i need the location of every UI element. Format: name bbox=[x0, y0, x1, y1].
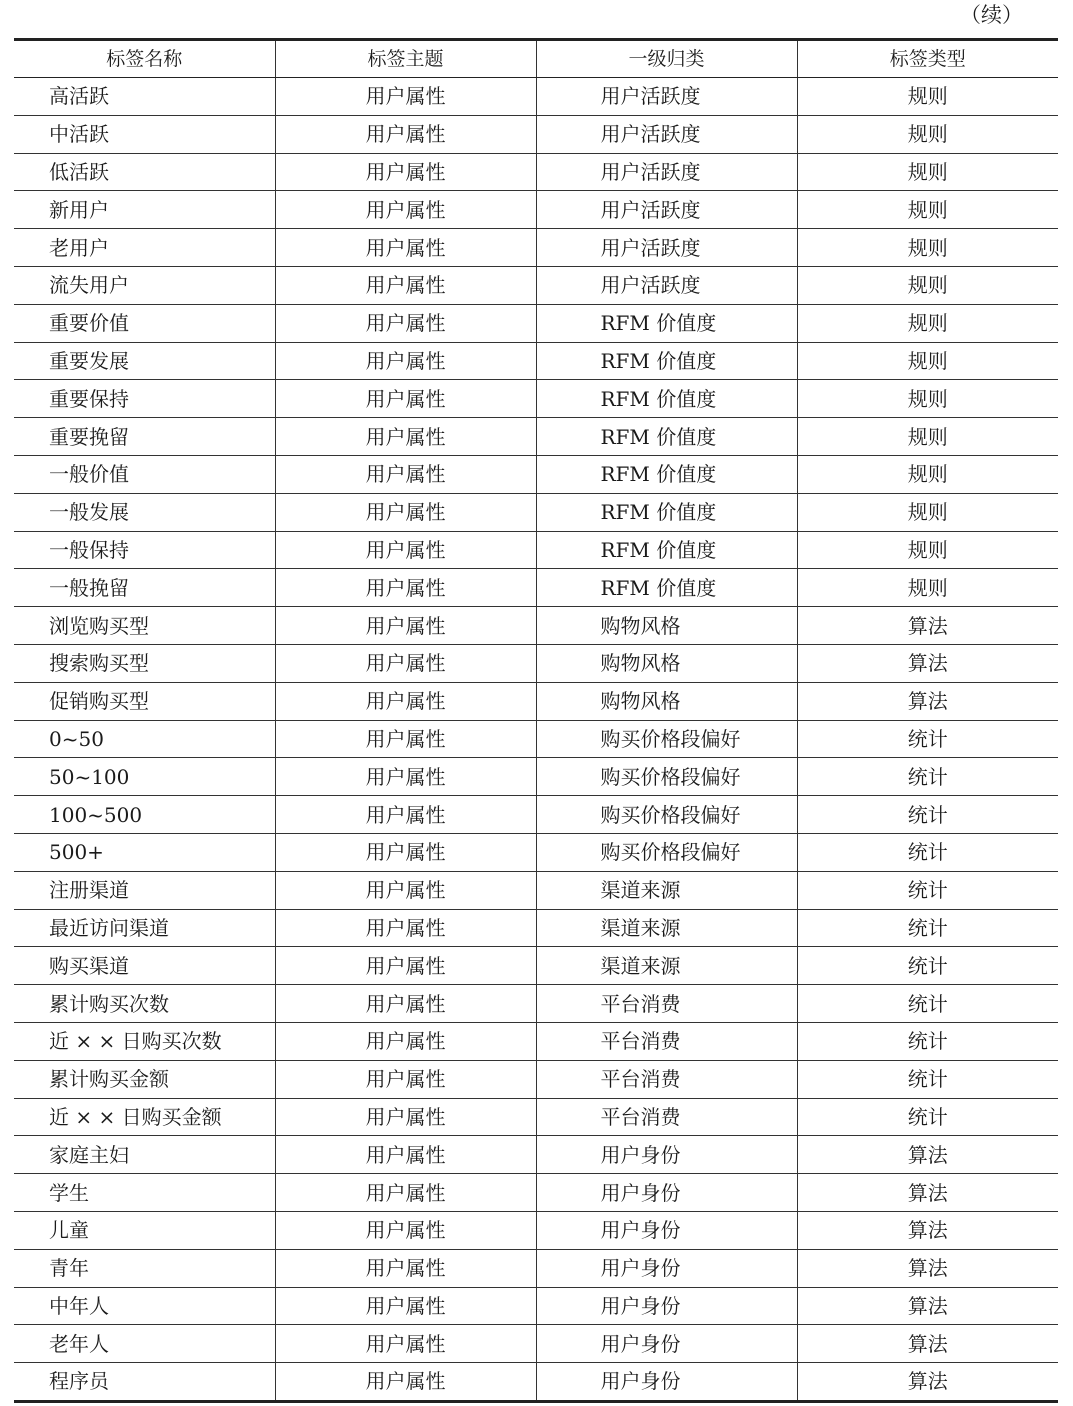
table-row bbox=[14, 1211, 1058, 1249]
cell-tag-type: 规则 bbox=[797, 569, 1058, 607]
cell-tag-topic: 用户属性 bbox=[275, 947, 536, 985]
table-header bbox=[14, 40, 1058, 78]
cell-tag-topic: 用户属性 bbox=[275, 342, 536, 380]
cell-tag-topic: 用户属性 bbox=[275, 985, 536, 1023]
table-row bbox=[14, 1136, 1058, 1174]
cell-tag-topic: 用户属性 bbox=[275, 1287, 536, 1325]
cell-category: 平台消费 bbox=[536, 1060, 797, 1098]
table-row bbox=[14, 682, 1058, 720]
table-row bbox=[14, 153, 1058, 191]
table-body bbox=[14, 78, 1058, 1402]
table-row bbox=[14, 380, 1058, 418]
cell-tag-type: 规则 bbox=[797, 380, 1058, 418]
cell-tag-type: 算法 bbox=[797, 1136, 1058, 1174]
cell-category: RFM 价值度 bbox=[536, 455, 797, 493]
cell-tag-type: 统计 bbox=[797, 985, 1058, 1023]
cell-tag-type: 规则 bbox=[797, 531, 1058, 569]
table-row bbox=[14, 909, 1058, 947]
tag-table bbox=[14, 38, 1058, 1403]
cell-tag-type: 算法 bbox=[797, 1287, 1058, 1325]
cell-tag-topic: 用户属性 bbox=[275, 191, 536, 229]
cell-tag-type: 统计 bbox=[797, 796, 1058, 834]
cell-tag-type: 算法 bbox=[797, 1363, 1058, 1402]
cell-category: 用户活跃度 bbox=[536, 229, 797, 267]
cell-tag-name: 重要价值 bbox=[14, 304, 275, 342]
cell-tag-name: 重要发展 bbox=[14, 342, 275, 380]
cell-category: 渠道来源 bbox=[536, 871, 797, 909]
table-row bbox=[14, 304, 1058, 342]
cell-tag-topic: 用户属性 bbox=[275, 1136, 536, 1174]
cell-category: 用户活跃度 bbox=[536, 191, 797, 229]
cell-category: 购买价格段偏好 bbox=[536, 758, 797, 796]
cell-tag-type: 规则 bbox=[797, 493, 1058, 531]
table-row bbox=[14, 455, 1058, 493]
cell-tag-type: 规则 bbox=[797, 229, 1058, 267]
cell-tag-type: 算法 bbox=[797, 1211, 1058, 1249]
cell-tag-name: 近 × × 日购买金额 bbox=[14, 1098, 275, 1136]
cell-category: 用户身份 bbox=[536, 1174, 797, 1212]
cell-category: 平台消费 bbox=[536, 985, 797, 1023]
continued-label: （续） bbox=[960, 3, 1023, 27]
cell-tag-name: 近 × × 日购买次数 bbox=[14, 1022, 275, 1060]
table-row bbox=[14, 1022, 1058, 1060]
cell-tag-name: 重要挽留 bbox=[14, 418, 275, 456]
cell-tag-name: 注册渠道 bbox=[14, 871, 275, 909]
cell-tag-topic: 用户属性 bbox=[275, 266, 536, 304]
cell-category: 用户活跃度 bbox=[536, 78, 797, 116]
cell-tag-name: 老用户 bbox=[14, 229, 275, 267]
cell-tag-topic: 用户属性 bbox=[275, 758, 536, 796]
table-row bbox=[14, 229, 1058, 267]
table-row bbox=[14, 1325, 1058, 1363]
cell-tag-topic: 用户属性 bbox=[275, 1022, 536, 1060]
table-row bbox=[14, 720, 1058, 758]
cell-tag-name: 累计购买金额 bbox=[14, 1060, 275, 1098]
cell-tag-name: 重要保持 bbox=[14, 380, 275, 418]
cell-tag-name: 0~50 bbox=[14, 720, 275, 758]
cell-tag-type: 统计 bbox=[797, 947, 1058, 985]
cell-tag-topic: 用户属性 bbox=[275, 493, 536, 531]
table-row bbox=[14, 1174, 1058, 1212]
cell-tag-name: 搜索购买型 bbox=[14, 644, 275, 682]
cell-tag-type: 统计 bbox=[797, 833, 1058, 871]
cell-tag-type: 规则 bbox=[797, 266, 1058, 304]
cell-tag-type: 统计 bbox=[797, 871, 1058, 909]
cell-tag-topic: 用户属性 bbox=[275, 1060, 536, 1098]
table-row bbox=[14, 1249, 1058, 1287]
cell-tag-topic: 用户属性 bbox=[275, 1174, 536, 1212]
table-row bbox=[14, 115, 1058, 153]
cell-tag-type: 算法 bbox=[797, 1249, 1058, 1287]
cell-tag-topic: 用户属性 bbox=[275, 607, 536, 645]
cell-tag-name: 程序员 bbox=[49, 1369, 109, 1394]
cell-tag-name: 学生 bbox=[14, 1174, 275, 1212]
cell-tag-name: 老年人 bbox=[14, 1325, 275, 1363]
cell-tag-topic: 用户属性 bbox=[275, 1325, 536, 1363]
cell-tag-type: 算法 bbox=[797, 607, 1058, 645]
cell-tag-name: 中活跃 bbox=[14, 115, 275, 153]
table-row bbox=[14, 833, 1058, 871]
table-row bbox=[14, 607, 1058, 645]
cell-tag-name: 儿童 bbox=[14, 1211, 275, 1249]
table-row bbox=[14, 493, 1058, 531]
cell-category: 购买价格段偏好 bbox=[536, 720, 797, 758]
cell-category: RFM 价值度 bbox=[536, 493, 797, 531]
cell-tag-name: 50~100 bbox=[14, 758, 275, 796]
cell-tag-name: 一般发展 bbox=[14, 493, 275, 531]
table-row bbox=[14, 1363, 1058, 1402]
cell-category: 用户身份 bbox=[536, 1136, 797, 1174]
cell-tag-topic: 用户属性 bbox=[275, 418, 536, 456]
table-row bbox=[14, 191, 1058, 229]
cell-tag-name: 家庭主妇 bbox=[14, 1136, 275, 1174]
cell-tag-type: 算法 bbox=[797, 1174, 1058, 1212]
cell-tag-topic: 用户属性 bbox=[275, 153, 536, 191]
cell-tag-name: 一般挽留 bbox=[14, 569, 275, 607]
cell-category: 用户活跃度 bbox=[536, 115, 797, 153]
table-row bbox=[14, 342, 1058, 380]
table-row bbox=[14, 266, 1058, 304]
cell-tag-topic: 用户属性 bbox=[275, 115, 536, 153]
cell-category: 用户身份 bbox=[536, 1325, 797, 1363]
cell-tag-type: 规则 bbox=[797, 78, 1058, 116]
cell-tag-topic: 用户属性 bbox=[275, 909, 536, 947]
cell-tag-topic: 用户属性 bbox=[275, 682, 536, 720]
cell-tag-name: 流失用户 bbox=[14, 266, 275, 304]
cell-tag-type: 规则 bbox=[797, 191, 1058, 229]
cell-tag-type: 统计 bbox=[797, 1060, 1058, 1098]
cell-category: RFM 价值度 bbox=[536, 380, 797, 418]
header-tag-name: 标签名称 bbox=[14, 40, 275, 78]
cell-tag-topic: 用户属性 bbox=[275, 871, 536, 909]
cell-category: 购买价格段偏好 bbox=[536, 833, 797, 871]
header-tag-topic: 标签主题 bbox=[275, 40, 536, 78]
table-row bbox=[14, 758, 1058, 796]
cell-category: 渠道来源 bbox=[536, 909, 797, 947]
cell-tag-topic: 用户属性 bbox=[275, 78, 536, 116]
table-row bbox=[14, 569, 1058, 607]
cell-category: 购物风格 bbox=[536, 644, 797, 682]
cell-tag-type: 统计 bbox=[797, 758, 1058, 796]
cell-tag-topic: 用户属性 bbox=[275, 455, 536, 493]
cell-category: RFM 价值度 bbox=[536, 342, 797, 380]
table-row bbox=[14, 871, 1058, 909]
cell-tag-name: 青年 bbox=[14, 1249, 275, 1287]
cell-tag-topic: 用户属性 bbox=[275, 304, 536, 342]
cell-tag-topic: 用户属性 bbox=[275, 229, 536, 267]
cell-category: 购买价格段偏好 bbox=[536, 796, 797, 834]
cell-tag-type: 统计 bbox=[797, 720, 1058, 758]
cell-category: 平台消费 bbox=[536, 1022, 797, 1060]
table-row bbox=[14, 1060, 1058, 1098]
cell-tag-name: 低活跃 bbox=[14, 153, 275, 191]
header-category: 一级归类 bbox=[536, 40, 797, 78]
cell-tag-name: 购买渠道 bbox=[14, 947, 275, 985]
cell-tag-name: 中年人 bbox=[14, 1287, 275, 1325]
table-row bbox=[14, 644, 1058, 682]
cell-tag-topic: 用户属性 bbox=[275, 569, 536, 607]
cell-category: 用户身份 bbox=[536, 1287, 797, 1325]
cell-tag-topic: 用户属性 bbox=[275, 380, 536, 418]
cell-category: 用户活跃度 bbox=[536, 153, 797, 191]
cell-tag-name: 高活跃 bbox=[14, 78, 275, 116]
cell-category: RFM 价值度 bbox=[536, 531, 797, 569]
cell-category: RFM 价值度 bbox=[536, 304, 797, 342]
cell-tag-type: 规则 bbox=[797, 342, 1058, 380]
table-row bbox=[14, 78, 1058, 116]
cell-tag-name: 一般保持 bbox=[14, 531, 275, 569]
table-row bbox=[14, 1287, 1058, 1325]
cell-tag-name: 促销购买型 bbox=[14, 682, 275, 720]
cell-tag-type: 统计 bbox=[797, 1098, 1058, 1136]
cell-tag-name: 一般价值 bbox=[14, 455, 275, 493]
table-row bbox=[14, 418, 1058, 456]
cell-tag-name: 新用户 bbox=[14, 191, 275, 229]
cell-category: 渠道来源 bbox=[536, 947, 797, 985]
cell-tag-topic: 用户属性 bbox=[275, 1211, 536, 1249]
cell-category: RFM 价值度 bbox=[536, 418, 797, 456]
cell-category: 用户身份 bbox=[536, 1211, 797, 1249]
header-row bbox=[14, 40, 1058, 78]
cell-tag-topic: 用户属性 bbox=[275, 720, 536, 758]
cell-category: 平台消费 bbox=[536, 1098, 797, 1136]
table-row bbox=[14, 531, 1058, 569]
table-row bbox=[14, 796, 1058, 834]
cell-tag-topic: 用户属性 bbox=[275, 1098, 536, 1136]
cell-category: 购物风格 bbox=[536, 607, 797, 645]
cell-tag-type: 算法 bbox=[797, 682, 1058, 720]
cell-tag-name: 浏览购买型 bbox=[14, 607, 275, 645]
cell-tag-type: 规则 bbox=[797, 455, 1058, 493]
cell-tag-name: 累计购买次数 bbox=[14, 985, 275, 1023]
cell-tag-type: 规则 bbox=[797, 153, 1058, 191]
cell-category: 用户身份 bbox=[536, 1363, 797, 1402]
cell-tag-type: 规则 bbox=[797, 304, 1058, 342]
table-row bbox=[14, 985, 1058, 1023]
table-row bbox=[14, 947, 1058, 985]
cell-tag-type: 规则 bbox=[797, 115, 1058, 153]
cell-tag-type: 算法 bbox=[797, 1325, 1058, 1363]
cell-tag-topic: 用户属性 bbox=[275, 1249, 536, 1287]
cell-tag-type: 算法 bbox=[797, 644, 1058, 682]
cell-category: RFM 价值度 bbox=[536, 569, 797, 607]
cell-tag-topic: 用户属性 bbox=[275, 644, 536, 682]
cell-tag-type: 统计 bbox=[797, 909, 1058, 947]
table-row bbox=[14, 1098, 1058, 1136]
header-tag-type: 标签类型 bbox=[797, 40, 1058, 78]
cell-tag-type: 统计 bbox=[797, 1022, 1058, 1060]
cell-tag-topic: 用户属性 bbox=[275, 796, 536, 834]
cell-category: 购物风格 bbox=[536, 682, 797, 720]
cell-tag-topic: 用户属性 bbox=[275, 531, 536, 569]
cell-category: 用户活跃度 bbox=[536, 266, 797, 304]
cell-tag-name: 最近访问渠道 bbox=[14, 909, 275, 947]
cell-tag-topic: 用户属性 bbox=[275, 1363, 536, 1402]
cell-tag-type: 规则 bbox=[797, 418, 1058, 456]
cell-tag-topic: 用户属性 bbox=[275, 833, 536, 871]
cell-tag-name: 500+ bbox=[14, 833, 275, 871]
cell-category: 用户身份 bbox=[536, 1249, 797, 1287]
cell-tag-name: 100~500 bbox=[14, 796, 275, 834]
